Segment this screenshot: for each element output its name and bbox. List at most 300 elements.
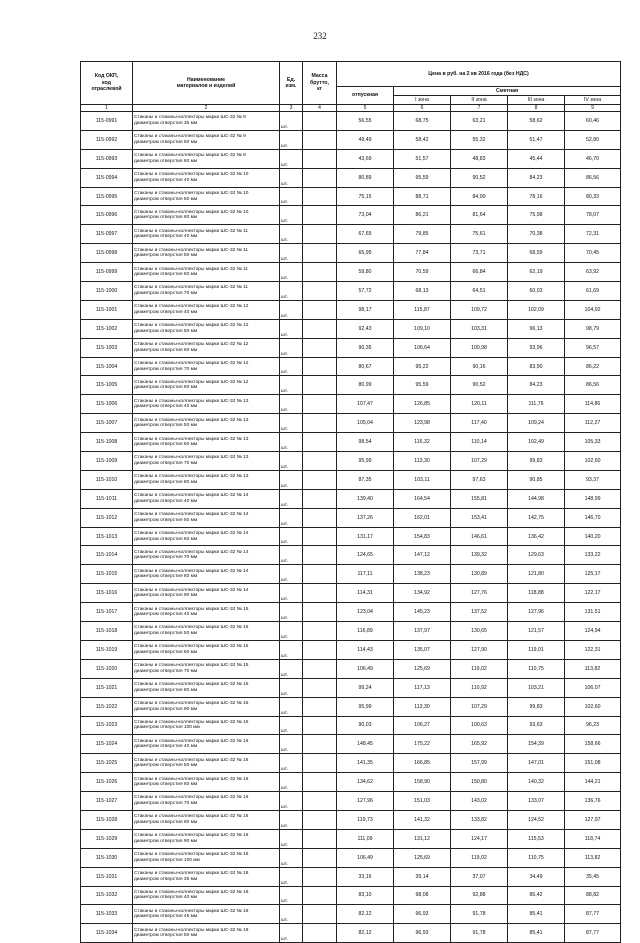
row-zone-3-price: 109,24	[508, 414, 565, 433]
row-unit: шт.	[280, 792, 303, 811]
row-name-line-1: Стаканы и стаканы-коллекторы марки ШС-32 № 11	[134, 228, 249, 234]
row-code: 115-0999	[81, 263, 133, 282]
row-name	[133, 187, 280, 206]
row-name	[133, 527, 280, 546]
row-mass	[303, 716, 337, 735]
row-zone-3-price: 115,53	[508, 829, 565, 848]
row-zone-3-price: 84,23	[508, 376, 565, 395]
row-zone-3-price: 93,96	[508, 338, 565, 357]
table-row	[81, 470, 621, 489]
row-zone-3-price: 121,80	[508, 565, 565, 584]
row-zone-4-price: 96,57	[565, 338, 621, 357]
row-code: 115-1017	[81, 603, 133, 622]
row-zone-2-price: 165,92	[451, 735, 508, 754]
row-code: 115-1012	[81, 508, 133, 527]
row-unit: шт.	[280, 263, 303, 282]
row-name-line-1: Стаканы и стаканы-коллекторы марки ШС-32 № 12	[134, 304, 249, 310]
table-row	[81, 263, 621, 282]
row-zone-2-price: 90,52	[451, 376, 508, 395]
row-name-line-2: диаметром отверстия 40 мм	[134, 744, 198, 750]
row-zone-1-price: 138,23	[394, 565, 451, 584]
row-name-line-2: диаметром отверстия 100 мм	[134, 725, 200, 731]
row-name-line-1: Стаканы и стаканы-коллекторы марки ШС-32 № 18	[134, 927, 249, 933]
row-unit: шт.	[280, 414, 303, 433]
row-name-line-2: диаметром отверстия 50 мм	[134, 328, 198, 334]
row-zone-4-price: 144,21	[565, 773, 621, 792]
row-zone-2-price: 63,21	[451, 112, 508, 131]
row-zone-4-price: 131,51	[565, 603, 621, 622]
row-mass	[303, 678, 337, 697]
table-row	[81, 546, 621, 565]
row-zone-4-price: 93,37	[565, 470, 621, 489]
row-name	[133, 433, 280, 452]
row-sale-price: 57,72	[337, 282, 394, 301]
row-zone-1-price: 126,85	[394, 395, 451, 414]
row-zone-2-price: 107,29	[451, 697, 508, 716]
row-zone-3-price: 34,49	[508, 867, 565, 886]
table-row	[81, 489, 621, 508]
row-zone-4-price: 146,70	[565, 508, 621, 527]
row-unit: шт.	[280, 867, 303, 886]
row-unit: шт.	[280, 678, 303, 697]
row-unit: шт.	[280, 716, 303, 735]
row-code: 115-1034	[81, 924, 133, 943]
column-number: 8	[508, 105, 565, 112]
table-header	[81, 62, 621, 112]
table-row	[81, 395, 621, 414]
row-sale-price: 106,49	[337, 848, 394, 867]
row-zone-3-price: 102,49	[508, 433, 565, 452]
row-zone-3-price: 62,19	[508, 263, 565, 282]
header-zone-4: IV зона	[565, 96, 621, 105]
row-mass	[303, 130, 337, 149]
row-mass	[303, 546, 337, 565]
row-sale-price: 114,31	[337, 584, 394, 603]
row-name	[133, 112, 280, 131]
row-name-line-2: диаметром отверстия 70 мм	[134, 555, 198, 561]
row-zone-4-price: 113,82	[565, 659, 621, 678]
row-mass	[303, 319, 337, 338]
row-code: 115-1011	[81, 489, 133, 508]
row-code: 115-0994	[81, 168, 133, 187]
row-name-line-1: Стаканы и стаканы-коллекторы марки ШС-32 № 14	[134, 568, 249, 574]
column-number: 5	[337, 105, 394, 112]
table-row	[81, 810, 621, 829]
row-zone-3-price: 133,07	[508, 792, 565, 811]
row-unit: шт.	[280, 697, 303, 716]
row-code: 115-1007	[81, 414, 133, 433]
row-zone-4-price: 127,97	[565, 810, 621, 829]
row-code: 115-1005	[81, 376, 133, 395]
row-mass	[303, 565, 337, 584]
row-zone-4-price: 86,56	[565, 168, 621, 187]
row-zone-1-price: 125,69	[394, 848, 451, 867]
row-name-line-1: Стаканы и стаканы-коллекторы марки ШС-32 № 15	[134, 682, 249, 688]
row-name	[133, 282, 280, 301]
row-code: 115-1019	[81, 640, 133, 659]
row-name-line-1: Стаканы и стаканы-коллекторы марки ШС-32 № 12	[134, 323, 249, 329]
row-code: 115-1029	[81, 829, 133, 848]
row-code: 115-1004	[81, 357, 133, 376]
row-mass	[303, 206, 337, 225]
row-zone-2-price: 90,16	[451, 357, 508, 376]
row-zone-1-price: 98,08	[394, 886, 451, 905]
table-row	[81, 622, 621, 641]
row-unit: шт.	[280, 319, 303, 338]
row-zone-3-price: 68,59	[508, 244, 565, 263]
row-code: 115-1030	[81, 848, 133, 867]
table-row	[81, 773, 621, 792]
row-code: 115-1006	[81, 395, 133, 414]
row-unit: шт.	[280, 622, 303, 641]
row-name	[133, 622, 280, 641]
row-mass	[303, 735, 337, 754]
row-zone-2-price: 73,71	[451, 244, 508, 263]
row-name-line-1: Стаканы и стаканы-коллекторы марки ШС-32 № 15	[134, 606, 249, 612]
row-name-line-1: Стаканы и стаканы-коллекторы марки ШС-32 № 10	[134, 172, 249, 178]
row-zone-3-price: 136,42	[508, 527, 565, 546]
row-zone-2-price: 66,84	[451, 263, 508, 282]
header-mass: Масса брутто, кг	[303, 62, 337, 105]
row-name-line-2: диаметром отверстия 60 мм	[134, 347, 198, 353]
row-zone-1-price: 95,59	[394, 168, 451, 187]
table-row	[81, 924, 621, 943]
table-row	[81, 792, 621, 811]
row-sale-price: 105,04	[337, 414, 394, 433]
row-sale-price: 114,43	[337, 640, 394, 659]
row-name-line-1: Стаканы и стаканы-коллекторы марки ШС-32 № 15	[134, 644, 249, 650]
row-name-line-2: диаметром отверстия 50 мм	[134, 763, 198, 769]
table-row	[81, 905, 621, 924]
table-row	[81, 678, 621, 697]
row-name-line-1: Стаканы и стаканы-коллекторы марки ШС-32 № 12	[134, 361, 249, 366]
row-sale-price: 106,49	[337, 659, 394, 678]
row-code: 115-1026	[81, 773, 133, 792]
row-unit: шт.	[280, 735, 303, 754]
table-row	[81, 584, 621, 603]
row-zone-2-price: 130,65	[451, 622, 508, 641]
row-mass	[303, 376, 337, 395]
row-code: 115-1018	[81, 622, 133, 641]
row-zone-1-price: 131,12	[394, 829, 451, 848]
row-name	[133, 263, 280, 282]
row-zone-4-price: 63,92	[565, 263, 621, 282]
column-number: 6	[394, 105, 451, 112]
row-mass	[303, 584, 337, 603]
row-code: 115-1020	[81, 659, 133, 678]
row-code: 115-1016	[81, 584, 133, 603]
table-row	[81, 508, 621, 527]
header-estimate-price: Сметная	[394, 87, 621, 96]
column-number: 4	[303, 105, 337, 112]
row-name	[133, 905, 280, 924]
row-zone-2-price: 124,17	[451, 829, 508, 848]
row-name	[133, 452, 280, 471]
row-zone-1-price: 51,57	[394, 149, 451, 168]
row-zone-3-price: 127,96	[508, 603, 565, 622]
header-sale-price: отпускная	[337, 87, 394, 105]
row-name-line-2: диаметром отверстия 50 мм	[134, 423, 198, 429]
row-name-line-2: диаметром отверстия 90 мм	[134, 838, 198, 844]
table-row	[81, 659, 621, 678]
row-sale-price: 111,09	[337, 829, 394, 848]
row-zone-3-price: 110,75	[508, 659, 565, 678]
row-sale-price: 67,65	[337, 225, 394, 244]
row-zone-1-price: 68,75	[394, 112, 451, 131]
row-zone-2-price: 109,72	[451, 300, 508, 319]
row-zone-2-price: 84,00	[451, 187, 508, 206]
row-zone-1-price: 164,54	[394, 489, 451, 508]
row-name	[133, 924, 280, 943]
row-zone-2-price: 37,07	[451, 867, 508, 886]
row-unit: шт.	[280, 489, 303, 508]
table-row	[81, 603, 621, 622]
row-zone-1-price: 117,13	[394, 678, 451, 697]
table-row	[81, 414, 621, 433]
row-zone-3-price: 154,39	[508, 735, 565, 754]
table-row	[81, 376, 621, 395]
row-mass	[303, 225, 337, 244]
row-name-line-1: Стаканы и стаканы-коллекторы марки ШС-32 № 13	[134, 417, 249, 423]
row-zone-4-price: 125,17	[565, 565, 621, 584]
row-sale-price: 59,80	[337, 263, 394, 282]
table-row	[81, 130, 621, 149]
row-unit: шт.	[280, 357, 303, 376]
row-unit: шт.	[280, 395, 303, 414]
row-zone-2-price: 143,02	[451, 792, 508, 811]
row-unit: шт.	[280, 300, 303, 319]
row-zone-2-price: 48,83	[451, 149, 508, 168]
row-unit: шт.	[280, 640, 303, 659]
row-mass	[303, 168, 337, 187]
row-name	[133, 508, 280, 527]
row-sale-price: 90,03	[337, 716, 394, 735]
row-name	[133, 886, 280, 905]
row-unit: шт.	[280, 338, 303, 357]
row-name-line-2: диаметром отверстия 40 мм	[134, 309, 198, 315]
row-name-line-2: диаметром отверстия 60 мм	[134, 442, 198, 448]
row-name-line-1: Стаканы и стаканы-коллекторы марки ШС-32 № 15	[134, 701, 249, 707]
row-mass	[303, 357, 337, 376]
page-number: 232	[313, 31, 327, 41]
header-code: Код ОКП, код отраслевой	[81, 62, 133, 105]
row-zone-1-price: 137,97	[394, 622, 451, 641]
row-zone-3-price: 99,83	[508, 697, 565, 716]
row-zone-3-price: 124,52	[508, 810, 565, 829]
row-name-line-2: диаметром отверстия 70 мм	[134, 460, 198, 466]
row-name-line-2: диаметром отверстия 80 мм	[134, 574, 198, 580]
row-name	[133, 565, 280, 584]
row-mass	[303, 508, 337, 527]
row-name	[133, 546, 280, 565]
row-name-line-2: диаметром отверстия 40 мм	[134, 234, 198, 240]
row-name	[133, 414, 280, 433]
row-zone-3-price: 70,38	[508, 225, 565, 244]
row-mass	[303, 149, 337, 168]
row-code: 115-1013	[81, 527, 133, 546]
row-name	[133, 716, 280, 735]
row-name-line-1: Стаканы и стаканы-коллекторы марки ШС-32 № 16	[134, 776, 249, 782]
table-row	[81, 716, 621, 735]
row-name-line-1: Стаканы и стаканы-коллекторы марки ШС-32 № 13	[134, 474, 249, 480]
row-name-line-1: Стаканы и стаканы-коллекторы марки ШС-32 № 18	[134, 908, 249, 914]
row-zone-3-price: 121,57	[508, 622, 565, 641]
row-mass	[303, 282, 337, 301]
row-sale-price: 116,89	[337, 622, 394, 641]
row-unit: шт.	[280, 206, 303, 225]
row-name-line-1: Стаканы и стаканы-коллекторы марки ШС-32 № 16	[134, 738, 249, 744]
row-zone-2-price: 119,02	[451, 848, 508, 867]
row-name-line-2: диаметром отверстия 70 мм	[134, 668, 198, 674]
row-unit: шт.	[280, 829, 303, 848]
row-zone-3-price: 140,32	[508, 773, 565, 792]
row-mass	[303, 659, 337, 678]
row-name	[133, 678, 280, 697]
row-mass	[303, 112, 337, 131]
row-zone-4-price: 106,07	[565, 678, 621, 697]
row-unit: шт.	[280, 565, 303, 584]
row-name-line-2: диаметром отверстия 80 мм	[134, 687, 198, 693]
column-number: 3	[280, 105, 303, 112]
row-unit: шт.	[280, 773, 303, 792]
row-name-line-2: диаметром отверстия 80 мм	[134, 385, 198, 391]
row-name-line-1: Стаканы и стаканы-коллекторы марки ШС-32 № 16	[134, 757, 249, 763]
row-sale-price: 134,62	[337, 773, 394, 792]
row-name	[133, 773, 280, 792]
row-zone-1-price: 162,01	[394, 508, 451, 527]
row-zone-3-price: 96,13	[508, 319, 565, 338]
row-name	[133, 603, 280, 622]
row-zone-4-price: 46,70	[565, 149, 621, 168]
row-unit: шт.	[280, 848, 303, 867]
row-zone-3-price: 102,09	[508, 300, 565, 319]
header-name: Наименование материалов и изделий	[133, 62, 280, 105]
row-unit: шт.	[280, 546, 303, 565]
row-zone-2-price: 117,40	[451, 414, 508, 433]
row-zone-4-price: 151,08	[565, 754, 621, 773]
row-zone-1-price: 113,30	[394, 697, 451, 716]
row-zone-2-price: 110,14	[451, 433, 508, 452]
row-name-line-1: Стаканы и стаканы-коллекторы марки ШС-32 № 12	[134, 379, 249, 385]
row-name-line-1: Стаканы и стаканы-коллекторы марки ШС-32 № 16	[134, 833, 249, 839]
row-zone-2-price: 55,32	[451, 130, 508, 149]
row-zone-2-price: 133,82	[451, 810, 508, 829]
row-name-line-1: Стаканы и стаканы-коллекторы марки ШС-32 № 10	[134, 190, 249, 196]
row-mass	[303, 640, 337, 659]
table-row	[81, 452, 621, 471]
row-zone-1-price: 95,22	[394, 357, 451, 376]
row-name-line-2: диаметром отверстия 80 мм	[134, 819, 198, 825]
row-unit: шт.	[280, 659, 303, 678]
row-zone-1-price: 175,22	[394, 735, 451, 754]
row-unit: шт.	[280, 603, 303, 622]
row-name-line-1: Стаканы и стаканы-коллекторы марки ШС-32 № 15	[134, 719, 249, 725]
row-zone-4-price: 158,66	[565, 735, 621, 754]
table-row	[81, 867, 621, 886]
row-name	[133, 300, 280, 319]
table-row	[81, 206, 621, 225]
row-unit: шт.	[280, 244, 303, 263]
row-zone-1-price: 106,27	[394, 716, 451, 735]
row-zone-1-price: 151,03	[394, 792, 451, 811]
row-name-line-1: Стаканы и стаканы-коллекторы марки ШС-32 № 14	[134, 512, 249, 518]
row-name-line-2: диаметром отверстия 50 мм	[134, 253, 198, 259]
row-name-line-1: Стаканы и стаканы-коллекторы марки ШС-32 № 11	[134, 247, 249, 253]
row-name	[133, 376, 280, 395]
row-zone-3-price: 119,01	[508, 640, 565, 659]
row-code: 115-1032	[81, 886, 133, 905]
table-row	[81, 168, 621, 187]
row-zone-3-price: 45,44	[508, 149, 565, 168]
row-zone-1-price: 70,59	[394, 263, 451, 282]
row-name-line-1: Стаканы и стаканы-коллекторы марки ШС-32 № 14	[134, 587, 249, 593]
row-zone-2-price: 97,63	[451, 470, 508, 489]
row-name	[133, 149, 280, 168]
row-sale-price: 80,99	[337, 376, 394, 395]
row-name	[133, 584, 280, 603]
row-zone-4-price: 87,77	[565, 924, 621, 943]
row-zone-4-price: 86,56	[565, 376, 621, 395]
row-mass	[303, 527, 337, 546]
row-name-line-1: Стаканы и стаканы-коллекторы марки ШС-32 № 15	[134, 625, 249, 631]
row-code: 115-0995	[81, 187, 133, 206]
row-name-line-2: диаметром отверстия 60 мм	[134, 158, 198, 164]
row-name	[133, 206, 280, 225]
row-zone-1-price: 115,87	[394, 300, 451, 319]
row-zone-3-price: 129,63	[508, 546, 565, 565]
row-mass	[303, 924, 337, 943]
row-code: 115-1021	[81, 678, 133, 697]
row-mass	[303, 489, 337, 508]
row-zone-3-price: 110,75	[508, 848, 565, 867]
row-name	[133, 829, 280, 848]
row-sale-price: 90,35	[337, 338, 394, 357]
row-zone-2-price: 100,98	[451, 338, 508, 357]
row-unit: шт.	[280, 452, 303, 471]
row-code: 115-0991	[81, 112, 133, 131]
row-zone-3-price: 103,21	[508, 678, 565, 697]
row-sale-price: 75,15	[337, 187, 394, 206]
row-name-line-2: диаметром отверстия 45 мм	[134, 914, 198, 920]
row-code: 115-0993	[81, 149, 133, 168]
row-name-line-2: диаметром отверстия 60 мм	[134, 782, 198, 788]
row-zone-2-price: 127,76	[451, 584, 508, 603]
row-zone-1-price: 166,85	[394, 754, 451, 773]
row-sale-price: 123,04	[337, 603, 394, 622]
table-row	[81, 282, 621, 301]
row-name	[133, 640, 280, 659]
row-name-line-2: диаметром отверстия 70 мм	[134, 366, 198, 372]
row-sale-price: 137,26	[337, 508, 394, 527]
row-zone-2-price: 155,81	[451, 489, 508, 508]
row-sale-price: 148,45	[337, 735, 394, 754]
row-mass	[303, 697, 337, 716]
table-row	[81, 225, 621, 244]
row-zone-2-price: 157,99	[451, 754, 508, 773]
row-name	[133, 867, 280, 886]
column-number: 7	[451, 105, 508, 112]
row-zone-4-price: 102,60	[565, 697, 621, 716]
row-zone-1-price: 86,21	[394, 206, 451, 225]
row-name-line-1: Стаканы и стаканы-коллекторы марки ШС-32 № 16	[134, 814, 249, 820]
row-name-line-1: Стаканы и стаканы-коллекторы марки ШС-32 № 15	[134, 663, 249, 669]
row-mass	[303, 603, 337, 622]
row-zone-4-price: 140,20	[565, 527, 621, 546]
row-zone-1-price: 109,10	[394, 319, 451, 338]
row-sale-price: 95,99	[337, 452, 394, 471]
row-zone-3-price: 84,23	[508, 168, 565, 187]
row-code: 115-1031	[81, 867, 133, 886]
